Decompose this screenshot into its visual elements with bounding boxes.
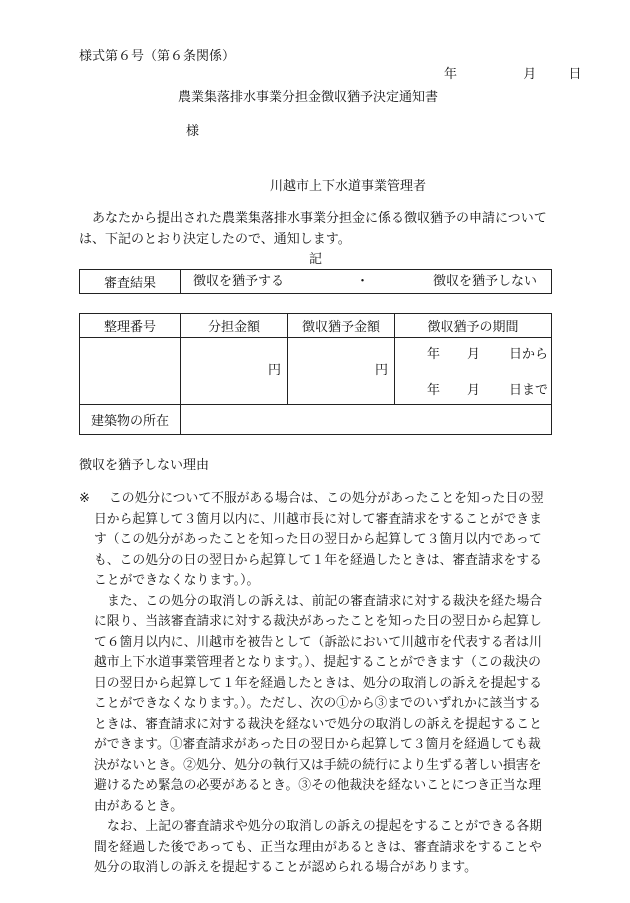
notice-paragraph-3: なお、上記の審査請求や処分の取消しの訴えの提起をすることができる各期間を経過した後であっても、正当な理由があるときは、審査請求をすることや処分の取消しの訴えを提起することが認められる場合があります。	[94, 819, 543, 875]
cell-deferral-amount	[288, 338, 395, 405]
period-from-year: 年	[427, 347, 441, 362]
yen-unit: 円	[374, 363, 388, 378]
period-to-year: 年	[427, 383, 441, 398]
period-to-day: 日まで	[509, 383, 549, 398]
form-number: 様式第６号（第６条関係）	[79, 49, 236, 64]
cell-period	[395, 338, 552, 405]
date-day: 日	[568, 67, 582, 82]
notice-paragraph-1: この処分について不服がある場合は、この処分があったことを知った日の翌日から起算して３箇月以内に、川越市長に対して審査請求をすることができます（この処分があったことを知った日の翌日から起算して３箇月以内であっても、この処分の日の翌日から起算して１年を経過したときは、審査請求をすることができなくなります。）。	[94, 491, 544, 588]
cell-amount	[181, 338, 288, 405]
header-deferral-amount: 徴収猶予金額	[288, 314, 395, 338]
option-deny[interactable]: 徴収を猶予しない	[433, 274, 538, 289]
period-from-day: 日から	[509, 347, 549, 362]
result-options	[181, 270, 552, 294]
date-month: 月	[523, 67, 537, 82]
reason-label: 徴収を猶予しない理由	[79, 458, 210, 473]
location-value	[181, 405, 552, 435]
intro-text: あなたから提出された農業集落排水事業分担金に係る徴収猶予の申請については、下記のとおり決定したので、通知します。	[79, 211, 547, 247]
header-seiri: 整理番号	[80, 314, 181, 338]
result-label: 審査結果	[80, 270, 181, 294]
ki-heading: 記	[309, 252, 323, 267]
location-label: 建築物の所在	[80, 405, 181, 435]
issue-date	[444, 68, 581, 81]
notice-mark: ※	[79, 491, 90, 506]
cell-seiri	[80, 338, 181, 405]
option-grant[interactable]: 徴収を猶予する	[193, 274, 285, 289]
addressee-suffix: 様	[186, 124, 200, 139]
period-from-month: 月	[467, 347, 481, 362]
result-table	[79, 269, 552, 294]
document-title: 農業集落排水事業分担金徴収猶予決定通知書	[178, 90, 439, 105]
issuer-name: 川越市上下水道事業管理者	[270, 179, 427, 194]
yen-unit: 円	[267, 363, 281, 378]
notice-section	[79, 489, 553, 879]
option-separator: ・	[356, 274, 370, 289]
notice-paragraph-2: また、この処分の取消しの訴えは、前記の審査請求に対する裁決を経た場合に限り、当該審査請求に対する裁決があったことを知った日の翌日から起算して６箇月以内に、川越市を被告として（訴訟において川越市を代表する者は川越市上下水道事業管理者となります。）、提起することができます（この裁決の日の翌日から起算して１年を経過したときは、処分の取消しの訴えを提起することができなくなります。）。ただし、次の①から③までのいずれかに該当するときは、審査請求に対する裁決を経ないで処分の取消しの訴えを提起することができます。①審査請求があった日の翌日から起算して３箇月を経過しても裁決がないとき。②処分、処分の執行又は手続の続行により生ずる著しい損害を避けるため緊急の必要があるとき。③その他裁決を経ないことにつき正当な理由があるとき。	[94, 593, 543, 814]
period-to-month: 月	[467, 383, 481, 398]
header-amount: 分担金額	[181, 314, 288, 338]
header-period: 徴収猶予の期間	[395, 314, 552, 338]
date-year: 年	[444, 67, 458, 82]
detail-table	[79, 313, 552, 435]
